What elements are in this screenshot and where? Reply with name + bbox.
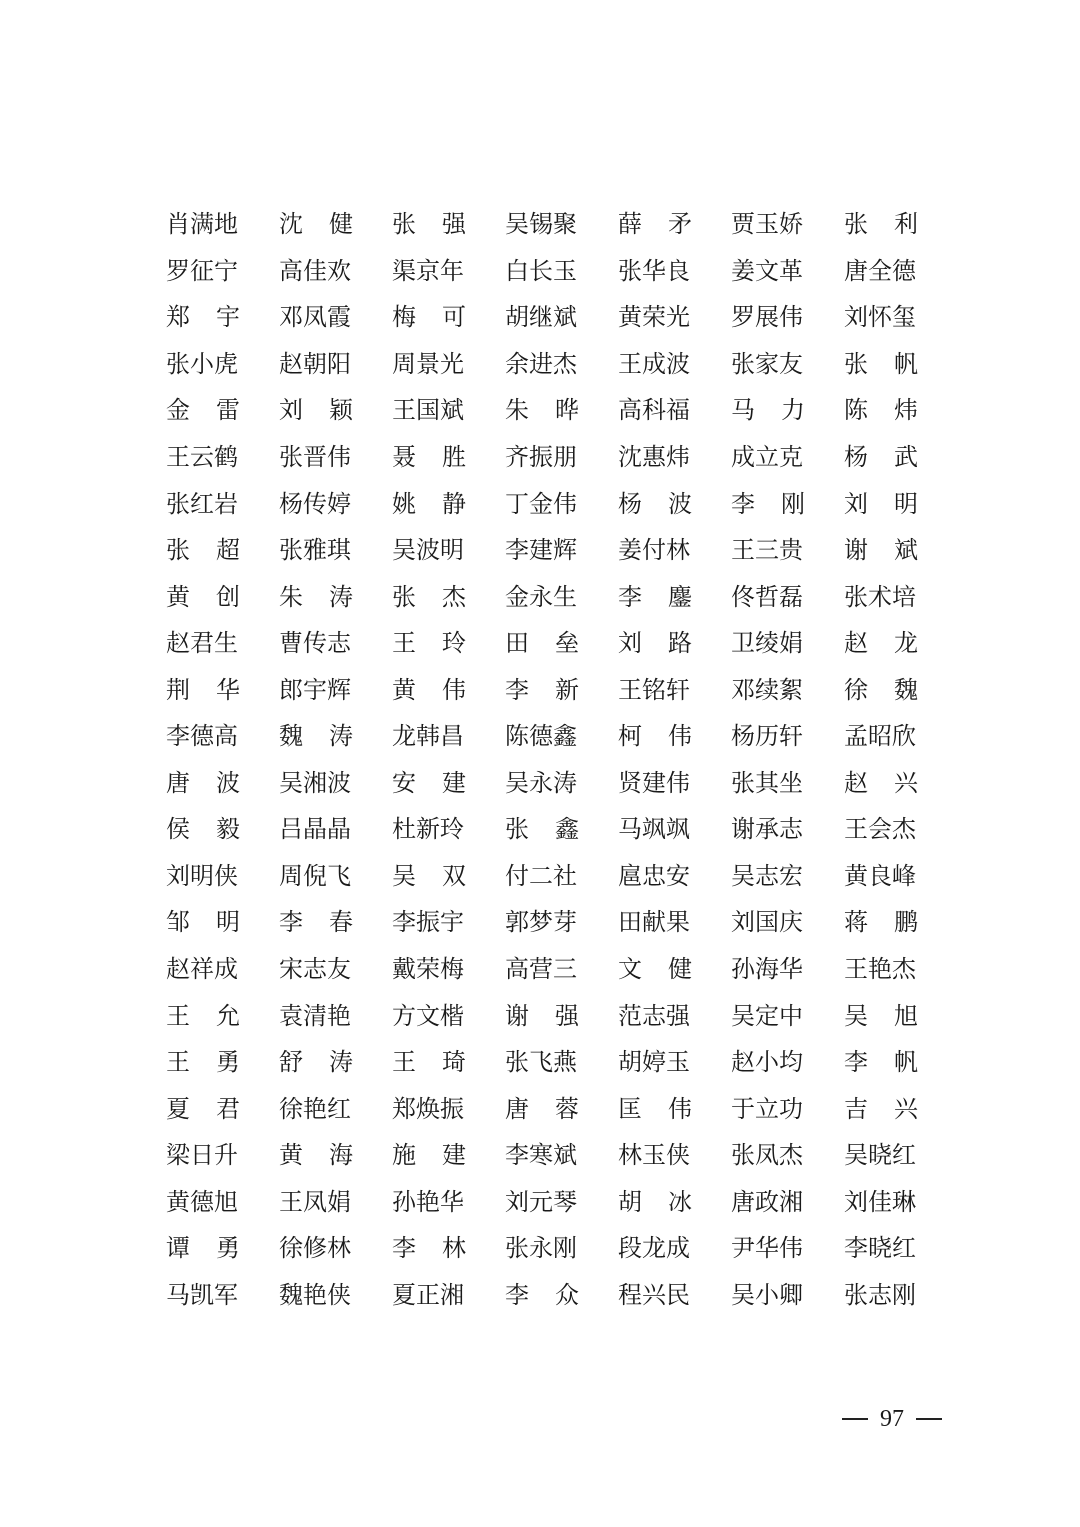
- page-number-text: 97: [880, 1406, 904, 1432]
- name-cell: 李 新: [505, 675, 579, 704]
- name-cell: 张 杰: [392, 582, 466, 611]
- names-grid: [166, 201, 926, 1318]
- name-cell: 张 华 良: [618, 256, 690, 285]
- name-cell: 张 超: [166, 536, 240, 565]
- name-cell: 杨 历 轩: [731, 722, 803, 751]
- name-cell: 白 长 玉: [505, 256, 577, 285]
- name-row: [166, 666, 926, 713]
- name-cell: 高 营 三: [505, 955, 577, 984]
- name-cell: 夏 君: [166, 1094, 240, 1123]
- name-cell: 田 垒: [505, 629, 579, 658]
- name-cell: 文 健: [618, 955, 692, 984]
- name-cell: 蒋 鹏: [844, 908, 918, 937]
- name-cell: 邓 凤 霞: [279, 303, 351, 332]
- name-cell: 李 众: [505, 1280, 579, 1309]
- name-cell: 丁 金 伟: [505, 489, 577, 518]
- name-cell: 朱 涛: [279, 582, 353, 611]
- name-cell: 张 小 虎: [166, 349, 238, 378]
- right-dash: [916, 1418, 942, 1420]
- name-cell: 罗 征 宁: [166, 256, 238, 285]
- name-cell: 魏 艳 侠: [279, 1280, 351, 1309]
- name-cell: 成 立 克: [731, 443, 803, 471]
- name-cell: 张 其 坐: [731, 768, 803, 797]
- name-cell: 唐 蓉: [505, 1094, 579, 1123]
- name-cell: 张 永 刚: [505, 1234, 577, 1263]
- name-cell: 王 玲: [392, 629, 466, 658]
- left-dash: [842, 1418, 868, 1420]
- name-cell: 吴 旭: [844, 1001, 918, 1030]
- name-cell: 郭 梦 芽: [505, 908, 577, 937]
- name-cell: 姚 静: [392, 489, 466, 518]
- page-number: [842, 1404, 942, 1434]
- name-cell: 马 力: [731, 396, 805, 425]
- name-cell: 胡 冰: [618, 1187, 692, 1216]
- name-cell: 王 凤 娟: [279, 1187, 351, 1216]
- name-row: [166, 760, 926, 807]
- name-cell: 安 建: [392, 768, 466, 797]
- name-row: [166, 1085, 926, 1132]
- name-cell: 刘 国 庆: [731, 908, 803, 937]
- name-cell: 张 雅 琪: [279, 536, 351, 565]
- name-cell: 杜 新 玲: [392, 815, 464, 844]
- name-cell: 梅 可: [392, 303, 466, 332]
- name-cell: 张 凤 杰: [731, 1141, 803, 1170]
- name-cell: 舒 涛: [279, 1048, 353, 1077]
- name-cell: 胡 婷 玉: [618, 1048, 690, 1077]
- name-cell: 佟 哲 磊: [731, 582, 803, 611]
- name-cell: 程 兴 民: [618, 1280, 690, 1309]
- name-cell: 王 会 杰: [844, 815, 916, 844]
- name-cell: 赵 祥 成: [166, 955, 238, 984]
- name-cell: 杨 波: [618, 489, 692, 518]
- name-row: [166, 806, 926, 853]
- name-cell: 荆 华: [166, 675, 240, 704]
- name-cell: 高 科 福: [618, 396, 690, 425]
- name-cell: 周 倪 飞: [279, 861, 351, 890]
- name-cell: 邹 明: [166, 908, 240, 937]
- name-cell: 余 进 杰: [505, 349, 577, 378]
- name-cell: 唐 波: [166, 768, 240, 797]
- name-row: [166, 1225, 926, 1272]
- name-row: [166, 713, 926, 760]
- name-row: [166, 248, 926, 295]
- name-cell: 王 三 贵: [731, 536, 803, 565]
- name-cell: 刘 颖: [279, 396, 353, 425]
- name-cell: 尹 华 伟: [731, 1234, 803, 1263]
- name-cell: 段 龙 成: [618, 1234, 690, 1263]
- name-cell: 高 佳 欢: [279, 256, 351, 285]
- name-cell: 罗 展 伟: [731, 303, 803, 332]
- name-cell: 聂 胜: [392, 443, 466, 471]
- name-cell: 赵 小 均: [731, 1048, 803, 1077]
- name-cell: 沈 惠 炜: [618, 443, 690, 471]
- name-cell: 李 晓 红: [844, 1234, 916, 1263]
- name-cell: 张 利: [844, 210, 918, 239]
- name-cell: 王 铭 轩: [618, 675, 690, 704]
- name-cell: 郎 宇 辉: [279, 675, 351, 704]
- name-cell: 范 志 强: [618, 1001, 690, 1030]
- name-cell: 唐 全 德: [844, 256, 916, 285]
- name-cell: 刘 路: [618, 629, 692, 658]
- name-cell: 黄 荣 光: [618, 303, 690, 332]
- name-cell: 魏 涛: [279, 722, 353, 751]
- name-row: [166, 899, 926, 946]
- name-cell: 匡 伟: [618, 1094, 692, 1123]
- name-cell: 马 凯 军: [166, 1280, 238, 1309]
- name-cell: 吴 锡 聚: [505, 210, 577, 239]
- name-cell: 李 寒 斌: [505, 1141, 577, 1170]
- name-cell: 施 建: [392, 1141, 466, 1170]
- name-cell: 于 立 功: [731, 1094, 803, 1123]
- name-cell: 吴 永 涛: [505, 768, 577, 797]
- name-cell: 谢 承 志: [731, 815, 803, 844]
- name-cell: 刘 明: [844, 489, 918, 518]
- name-cell: 刘 怀 玺: [844, 303, 916, 332]
- name-cell: 吉 兴: [844, 1094, 918, 1123]
- name-cell: 李 德 高: [166, 722, 238, 751]
- name-cell: 王 艳 杰: [844, 955, 916, 984]
- name-cell: 陈 炜: [844, 396, 918, 425]
- name-cell: 胡 继 斌: [505, 303, 577, 332]
- name-cell: 林 玉 侠: [618, 1141, 690, 1170]
- name-cell: 徐 魏: [844, 675, 918, 704]
- name-cell: 朱 晔: [505, 396, 579, 425]
- name-cell: 李 帆: [844, 1048, 918, 1077]
- name-cell: 赵 君 生: [166, 629, 238, 658]
- name-cell: 李 振 宇: [392, 908, 464, 937]
- name-cell: 吴 湘 波: [279, 768, 351, 797]
- name-cell: 孙 艳 华: [392, 1187, 464, 1216]
- name-cell: 郑 宇: [166, 303, 240, 332]
- name-cell: 赵 兴: [844, 768, 918, 797]
- name-cell: 贾 玉 娇: [731, 210, 803, 239]
- name-row: [166, 527, 926, 574]
- name-cell: 张 术 培: [844, 582, 916, 611]
- name-cell: 吕 晶 晶: [279, 815, 351, 844]
- name-cell: 王 云 鹤: [166, 443, 238, 471]
- name-cell: 徐 修 林: [279, 1234, 351, 1263]
- name-row: [166, 992, 926, 1039]
- name-cell: 戴 荣 梅: [392, 955, 464, 984]
- name-cell: 齐 振 朋: [505, 443, 577, 471]
- name-cell: 龙 韩 昌: [392, 722, 464, 751]
- name-cell: 夏 正 湘: [392, 1280, 464, 1309]
- name-cell: 方 文 楷: [392, 1001, 464, 1030]
- name-cell: 渠 京 年: [392, 256, 464, 285]
- name-cell: 张 红 岩: [166, 489, 238, 518]
- name-cell: 姜 文 革: [731, 256, 803, 285]
- name-row: [166, 434, 926, 481]
- name-row: [166, 573, 926, 620]
- name-cell: 侯 毅: [166, 815, 240, 844]
- name-cell: 孟 昭 欣: [844, 722, 916, 751]
- name-cell: 张 强: [392, 210, 466, 239]
- name-cell: 谭 勇: [166, 1234, 240, 1263]
- name-cell: 吴 晓 红: [844, 1141, 916, 1170]
- name-cell: 曹 传 志: [279, 629, 351, 658]
- name-cell: 黄 海: [279, 1141, 353, 1170]
- name-cell: 薛 矛: [618, 210, 692, 239]
- name-cell: 黄 伟: [392, 675, 466, 704]
- name-cell: 郑 焕 振: [392, 1094, 464, 1123]
- name-row: [166, 1132, 926, 1179]
- name-cell: 黄 良 峰: [844, 861, 916, 890]
- name-cell: 张 飞 燕: [505, 1048, 577, 1077]
- name-cell: 刘 明 侠: [166, 861, 238, 890]
- name-cell: 陈 德 鑫: [505, 722, 577, 751]
- name-cell: 吴 志 宏: [731, 861, 803, 890]
- name-row: [166, 294, 926, 341]
- name-cell: 田 献 果: [618, 908, 690, 937]
- name-cell: 王 勇: [166, 1048, 240, 1077]
- name-cell: 赵 龙: [844, 629, 918, 658]
- name-cell: 孙 海 华: [731, 955, 803, 984]
- name-cell: 柯 伟: [618, 722, 692, 751]
- name-cell: 扈 忠 安: [618, 861, 690, 890]
- name-cell: 卫 绫 娟: [731, 629, 803, 658]
- name-cell: 黄 创: [166, 582, 240, 611]
- name-cell: 吴 双: [392, 861, 466, 890]
- name-cell: 吴 定 中: [731, 1001, 803, 1030]
- name-cell: 张 晋 伟: [279, 443, 351, 471]
- name-row: [166, 620, 926, 667]
- name-cell: 杨 武: [844, 443, 918, 471]
- name-cell: 张 志 刚: [844, 1280, 916, 1309]
- name-row: [166, 946, 926, 993]
- name-cell: 唐 政 湘: [731, 1187, 803, 1216]
- name-cell: 袁 清 艳: [279, 1001, 351, 1030]
- name-cell: 谢 强: [505, 1001, 579, 1030]
- name-cell: 金 雷: [166, 396, 240, 425]
- name-row: [166, 341, 926, 388]
- name-cell: 黄 德 旭: [166, 1187, 238, 1216]
- name-cell: 贤 建 伟: [618, 768, 690, 797]
- name-cell: 谢 斌: [844, 536, 918, 565]
- name-cell: 邓 续 絮: [731, 675, 803, 704]
- name-cell: 金 永 生: [505, 582, 577, 611]
- name-cell: 张 帆: [844, 349, 918, 378]
- name-cell: 张 鑫: [505, 815, 579, 844]
- name-cell: 刘 佳 琳: [844, 1187, 916, 1216]
- name-cell: 李 刚: [731, 489, 805, 518]
- name-row: [166, 201, 926, 248]
- name-row: [166, 480, 926, 527]
- name-row: [166, 1178, 926, 1225]
- name-cell: 肖 满 地: [166, 210, 238, 239]
- name-cell: 周 景 光: [392, 349, 464, 378]
- name-cell: 付 二 社: [505, 861, 577, 890]
- name-row: [166, 387, 926, 434]
- name-row: [166, 853, 926, 900]
- name-cell: 徐 艳 红: [279, 1094, 351, 1123]
- name-cell: 杨 传 婷: [279, 489, 351, 518]
- name-cell: 王 国 斌: [392, 396, 464, 425]
- name-cell: 李 林: [392, 1234, 466, 1263]
- name-cell: 赵 朝 阳: [279, 349, 351, 378]
- name-cell: 梁 日 升: [166, 1141, 238, 1170]
- name-cell: 王 琦: [392, 1048, 466, 1077]
- name-row: [166, 1272, 926, 1319]
- name-cell: 吴 波 明: [392, 536, 464, 565]
- name-cell: 吴 小 卿: [731, 1280, 803, 1309]
- name-cell: 张 家 友: [731, 349, 803, 378]
- name-cell: 马 飒 飒: [618, 815, 690, 844]
- name-cell: 宋 志 友: [279, 955, 351, 984]
- name-cell: 李 鏖: [618, 582, 692, 611]
- name-cell: 刘 元 琴: [505, 1187, 577, 1216]
- name-cell: 李 建 辉: [505, 536, 577, 565]
- name-cell: 王 成 波: [618, 349, 690, 378]
- name-cell: 姜 付 林: [618, 536, 690, 565]
- name-row: [166, 1039, 926, 1086]
- name-cell: 李 春: [279, 908, 353, 937]
- name-cell: 王 允: [166, 1001, 240, 1030]
- name-cell: 沈 健: [279, 210, 353, 239]
